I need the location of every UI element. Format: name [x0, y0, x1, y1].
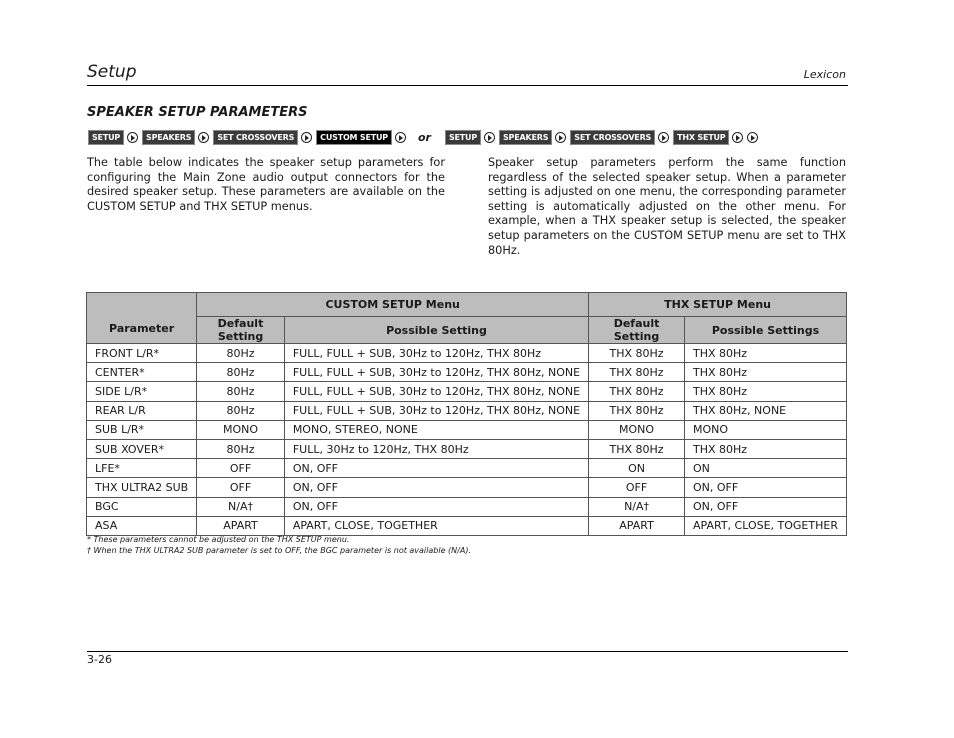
- table-row: [87, 382, 847, 401]
- cell-parameter: SIDE L/R*: [87, 382, 197, 401]
- cell-custom-possible: APART, CLOSE, TOGETHER: [284, 516, 588, 535]
- cell-custom-possible: MONO, STEREO, NONE: [284, 420, 588, 439]
- cell-custom-default: 80Hz: [197, 401, 285, 420]
- table-body: [87, 344, 847, 536]
- cell-thx-default: THX 80Hz: [589, 344, 685, 363]
- cell-custom-possible: ON, OFF: [284, 478, 588, 497]
- arrow-right-icon: [127, 132, 138, 143]
- table-row: [87, 459, 847, 478]
- page-header-brand: Lexicon: [803, 68, 846, 81]
- arrow-right-icon: [395, 132, 406, 143]
- page-header-title: Setup: [87, 62, 137, 82]
- table-row: [87, 420, 847, 439]
- crumb-set-crossovers-2: SET CROSSOVERS: [570, 130, 655, 145]
- cell-parameter: ASA: [87, 516, 197, 535]
- cell-thx-possible: THX 80Hz: [685, 382, 847, 401]
- arrow-right-icon: [484, 132, 495, 143]
- cell-thx-default: OFF: [589, 478, 685, 497]
- col-header-custom-default: Default Setting: [197, 317, 285, 344]
- cell-thx-possible: ON, OFF: [685, 497, 847, 516]
- cell-thx-possible: THX 80Hz: [685, 363, 847, 382]
- group-header-thx-setup: THX SETUP Menu: [589, 293, 847, 317]
- cell-custom-possible: ON, OFF: [284, 497, 588, 516]
- cell-thx-default: THX 80Hz: [589, 439, 685, 458]
- menu-breadcrumb: [88, 130, 762, 145]
- cell-thx-possible: THX 80Hz, NONE: [685, 401, 847, 420]
- footnote-dagger: † When the THX ULTRA2 SUB parameter is set to OFF, the BGC parameter is not available (N/A).: [87, 545, 471, 555]
- cell-parameter: BGC: [87, 497, 197, 516]
- table-footnotes: [87, 535, 471, 556]
- cell-parameter: REAR L/R: [87, 401, 197, 420]
- function-paragraph: Speaker setup parameters perform the same function regardless of the selected speaker setup. When a parameter setting is adjusted on one menu, the corresponding parameter setting is automatically adjusted on the other menu. For example, when a THX speaker setup is selected, the speaker setup parameters on the CUSTOM SETUP menu are set to THX 80Hz.: [488, 156, 846, 257]
- cell-parameter: LFE*: [87, 459, 197, 478]
- table-row: [87, 478, 847, 497]
- arrow-right-icon: [732, 132, 743, 143]
- cell-parameter: SUB L/R*: [87, 420, 197, 439]
- table-row: [87, 516, 847, 535]
- cell-custom-possible: FULL, FULL + SUB, 30Hz to 120Hz, THX 80Hz, NONE: [284, 363, 588, 382]
- cell-thx-possible: ON: [685, 459, 847, 478]
- crumb-speakers-2: SPEAKERS: [499, 130, 552, 145]
- cell-custom-possible: FULL, FULL + SUB, 30Hz to 120Hz, THX 80Hz, NONE: [284, 401, 588, 420]
- cell-custom-default: N/A†: [197, 497, 285, 516]
- arrow-right-icon: [555, 132, 566, 143]
- cell-thx-default: ON: [589, 459, 685, 478]
- arrow-right-icon: [198, 132, 209, 143]
- col-header-thx-possible: Possible Settings: [685, 317, 847, 344]
- cell-thx-possible: THX 80Hz: [685, 344, 847, 363]
- speaker-parameters-table: [86, 292, 847, 536]
- cell-thx-default: THX 80Hz: [589, 401, 685, 420]
- crumb-setup: SETUP: [88, 130, 124, 145]
- section-title: SPEAKER SETUP PARAMETERS: [87, 105, 308, 120]
- cell-parameter: FRONT L/R*: [87, 344, 197, 363]
- crumb-speakers: SPEAKERS: [142, 130, 195, 145]
- table-group-header-row: [87, 293, 847, 317]
- cell-thx-possible: APART, CLOSE, TOGETHER: [685, 516, 847, 535]
- table-row: [87, 363, 847, 382]
- cell-custom-possible: FULL, FULL + SUB, 30Hz to 120Hz, THX 80Hz, NONE: [284, 382, 588, 401]
- crumb-setup-2: SETUP: [445, 130, 481, 145]
- cell-custom-default: 80Hz: [197, 439, 285, 458]
- cell-custom-possible: FULL, 30Hz to 120Hz, THX 80Hz: [284, 439, 588, 458]
- cell-thx-default: THX 80Hz: [589, 382, 685, 401]
- header-rule: [87, 85, 848, 86]
- table-row: [87, 344, 847, 363]
- col-header-thx-default: Default Setting: [589, 317, 685, 344]
- table-row: [87, 401, 847, 420]
- cell-thx-possible: ON, OFF: [685, 478, 847, 497]
- arrow-right-icon: [747, 132, 758, 143]
- cell-parameter: CENTER*: [87, 363, 197, 382]
- cell-custom-possible: FULL, FULL + SUB, 30Hz to 120Hz, THX 80Hz: [284, 344, 588, 363]
- intro-paragraph: The table below indicates the speaker setup parameters for configuring the Main Zone audio output connectors for the desired speaker setup. These parameters are available on the CUSTOM SETUP and THX SETUP menus.: [87, 156, 445, 213]
- crumb-custom-setup: CUSTOM SETUP: [316, 130, 392, 145]
- cell-custom-possible: ON, OFF: [284, 459, 588, 478]
- cell-parameter: THX ULTRA2 SUB: [87, 478, 197, 497]
- arrow-right-icon: [658, 132, 669, 143]
- table-row: [87, 439, 847, 458]
- cell-thx-default: THX 80Hz: [589, 363, 685, 382]
- cell-custom-default: 80Hz: [197, 344, 285, 363]
- footer-rule: [87, 651, 848, 652]
- table-row: [87, 497, 847, 516]
- arrow-right-icon: [301, 132, 312, 143]
- col-header-custom-possible: Possible Setting: [284, 317, 588, 344]
- crumb-thx-setup: THX SETUP: [673, 130, 729, 145]
- cell-thx-possible: MONO: [685, 420, 847, 439]
- cell-thx-default: MONO: [589, 420, 685, 439]
- cell-thx-default: N/A†: [589, 497, 685, 516]
- cell-thx-possible: THX 80Hz: [685, 439, 847, 458]
- cell-custom-default: MONO: [197, 420, 285, 439]
- col-header-parameter: Parameter: [87, 293, 197, 344]
- table-column-header-row: [87, 317, 847, 344]
- page-number: 3-26: [87, 653, 112, 666]
- footnote-asterisk: * These parameters cannot be adjusted on the THX SETUP menu.: [87, 535, 350, 544]
- breadcrumb-or: or: [417, 131, 431, 144]
- cell-custom-default: APART: [197, 516, 285, 535]
- crumb-set-crossovers: SET CROSSOVERS: [213, 130, 298, 145]
- cell-custom-default: 80Hz: [197, 363, 285, 382]
- cell-thx-default: APART: [589, 516, 685, 535]
- cell-custom-default: OFF: [197, 478, 285, 497]
- cell-custom-default: OFF: [197, 459, 285, 478]
- cell-parameter: SUB XOVER*: [87, 439, 197, 458]
- cell-custom-default: 80Hz: [197, 382, 285, 401]
- group-header-custom-setup: CUSTOM SETUP Menu: [197, 293, 589, 317]
